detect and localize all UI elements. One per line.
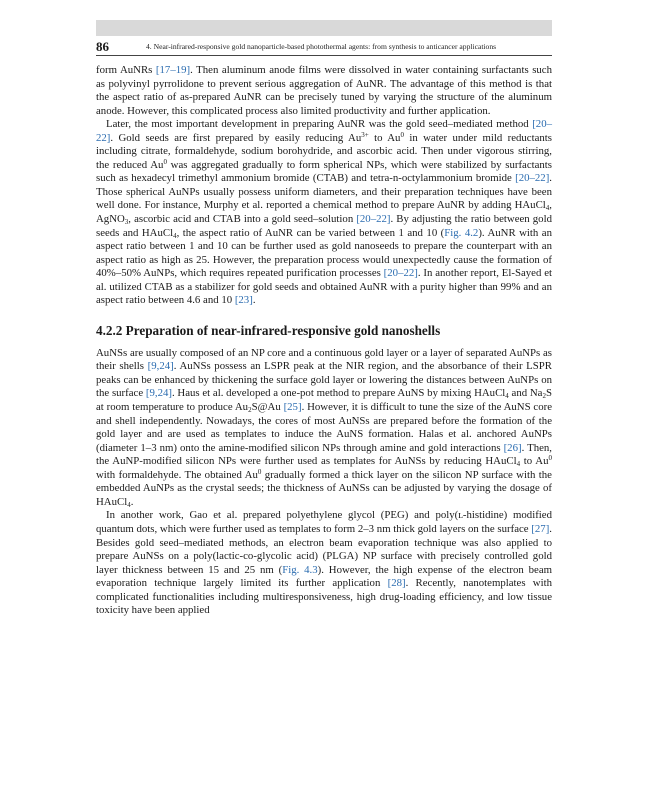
citation-link[interactable]: [20–22]	[356, 213, 391, 226]
body-text	[96, 64, 552, 618]
citation-link[interactable]: [23]	[234, 294, 253, 307]
paragraph-4: In another work, Gao et al. prepared polyethylene glycol (PEG) and poly(ʟ-histidine) modified quantum dots, which were further used as templates to form 2–3 nm thick gold layers on the surface [27]. Besides gold seed–mediated methods, an electron beam evaporation technique was also applied to prepare AuNSs on a poly(lactic-co-glycolic acid) (PLGA) NP surface with precisely controlled gold layer thickness between 15 and 25 nm (Fig. 4.3). However, the high expense of the electron beam evaporation technique largely limited its further application [28]. Recently, nanotemplates with complicated functionalities including multiresponsiveness, high drug-loading efficiency, and low tissue toxicity have been applied	[96, 509, 553, 617]
citation-link[interactable]: [17–19]	[155, 64, 191, 76]
paragraph-2: Later, the most important development in preparing AuNR was the gold seed–mediated method [20–22]. Gold seeds are first prepared by easily reducing $Au^{3+}$ to Au$^0$ in water under mild reductants including citrate, formaldehyde, sodium borohydride, and ascorbic acid. Then under vigorous stirring, the reduced Au$^0$ was aggregated gradually to form spherical NPs, which were stabilized by surfactants such as hexadecyl trimethyl ammonium bromide (CTAB) and tetra-n-octylammonium bromide [20–22]. Those spherical AuNPs usually possess uniform diameters, and their preparation techniques have been well done. For instance, Murphy et al. reported a chemical method to prepare AuNR by adding HAuCl$_4$, AgNO$_3$, ascorbic acid and CTAB into a gold seed–solution [20–22]. By adjusting the ratio between gold seeds and HAuCl$_4$, the aspect ratio of AuNR can be varied between 1 and 10 (Fig. 4.2). AuNR with an aspect ratio between 1 and 10 can be further used as gold nanoseeds to prepare the counterpart with an aspect ratio as high as 25. However, the preparation process would unexpectedly cause the formation of 40%–50% AuNPs, which requires repeated purification processes [20–22]. In another report, El-Sayed et al. utilized CTAB as a stabilizer for gold seeds and obtained AuNR with a purity higher than 99% and an aspect ratio between 4.6 and 10 [23].	[96, 118, 553, 307]
citation-link[interactable]: [26]	[503, 441, 522, 454]
section-heading: 4.2.2 Preparation of near-infrared-responsive gold nanoshells	[96, 322, 441, 338]
citation-link[interactable]: [25]	[283, 401, 302, 414]
running-title: 4. Near-infrared-responsive gold nanoparticle-based photothermal agents: from synthesis to anticancer applications	[146, 42, 497, 51]
citation-link[interactable]: [20–22]	[383, 267, 418, 280]
citation-link[interactable]: [28]	[387, 577, 406, 590]
header-bar	[96, 20, 552, 36]
paragraph-1: form AuNRs [17–19]. Then aluminum anode films were dissolved in water containing surfactants such as polyvinyl pyrrolidone to prevent serious aggregation of AuNR. The advantage of this method is that the aspect ratio of as-prepared AuNR can be precisely tuned by varying the structure of the aluminum anode. However, this complicated process also limited productivity and further application.	[96, 64, 553, 117]
citation-link[interactable]: [27]	[531, 522, 550, 535]
paragraph-3: AuNSs are usually composed of an NP core and a continuous gold layer or a layer of separated AuNPs as their shells [9,24]. AuNSs possess an LSPR peak at the NIR region, and the absorbance of their LSPR peaks can be enhanced by thickening the surface gold layer or lowering the distances between AuNPs on the surface [9,24]. Haus et al. developed a one-pot method to prepare AuNS by mixing HAuCl$_4$ and $Na_2S$ at room temperature to produce $Au_2S@Au$ [25]. However, it is difficult to tune the size of the AuNS core and shell independently. Nowadays, the cores of most AuNSs are prepared before the formation of the gold layer and are used as templates to induce the AuNS formation. Halas et al. anchored AuNPs (diameter 1–3 nm) onto the amine-modified silicon NPs through amine and gold interactions [26]. Then, the AuNP-modified silicon NPs were further used as templates for AuNSs by reducing HAuCl$_4$ to Au$^0$ with formaldehyde. The obtained Au$^0$ gradually formed a thick layer on the silicon NP surface with the embedded AuNPs as the crystal seeds; the thickness of AuNSs can be adjusted by varying the dosage of HAuCl$_4$.	[96, 346, 553, 509]
header-rule	[96, 55, 552, 56]
figure-link[interactable]: Fig. 4.3	[282, 563, 318, 576]
citation-link[interactable]: [20–22]	[515, 172, 550, 185]
page-number: 86	[96, 39, 109, 54]
citation-link[interactable]: [9,24]	[147, 360, 174, 373]
figure-link[interactable]: Fig. 4.2	[444, 226, 479, 239]
citation-link[interactable]: [9,24]	[145, 387, 172, 400]
citation-link[interactable]: [20–22]	[96, 118, 552, 144]
